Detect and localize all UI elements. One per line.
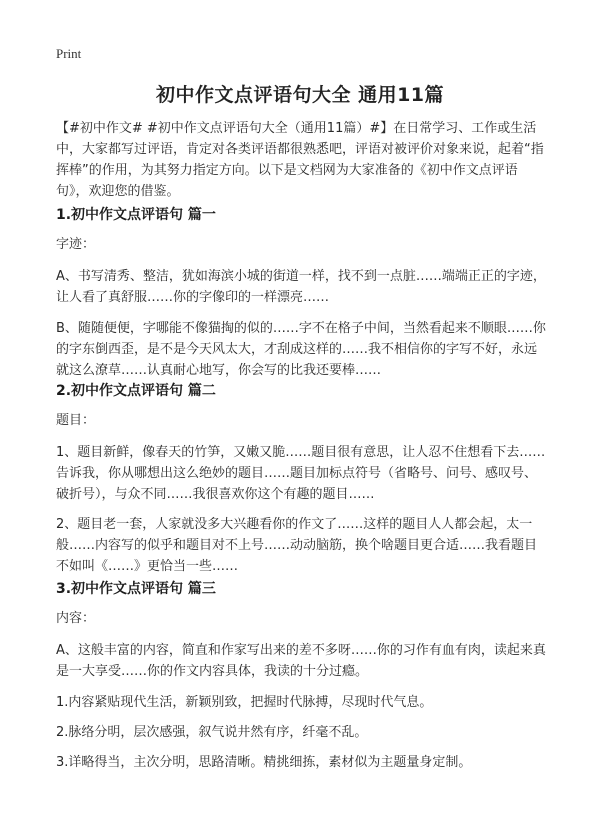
section-2-label: 题目： bbox=[56, 413, 96, 428]
section-heading-1: 1.初中作文点评语句 篇一 bbox=[56, 207, 216, 223]
section-1-label: 字迹： bbox=[56, 237, 96, 252]
section-3-paragraph-2: 1.内容紧贴现代生活，新颖别致，把握时代脉搏，尽现时代气息。 bbox=[56, 695, 433, 710]
section-3-label: 内容： bbox=[56, 611, 96, 626]
section-1-paragraph-1: A、书写清秀、整洁，犹如海滨小城的街道一样，找不到一点脏……端端正正的字迹，让人看了真舒服……你的字像印的一样漂亮…… bbox=[56, 269, 546, 305]
document-title: 初中作文点评语句大全 通用11篇 bbox=[155, 84, 445, 106]
section-heading-3: 3.初中作文点评语句 篇三 bbox=[56, 581, 216, 597]
print-link[interactable]: Print bbox=[56, 46, 82, 61]
section-3-paragraph-4: 3.详略得当，主次分明，思路清晰。精挑细拣，素材似为主题量身定制。 bbox=[56, 755, 472, 770]
section-3-paragraph-3: 2.脉络分明，层次感强，叙气说井然有序，纤毫不乱。 bbox=[56, 725, 368, 740]
section-2-paragraph-1: 1、题目新鲜，像春天的竹笋，又嫩又脆……题目很有意思，让人忍不住想看下去……告诉我，你从哪想出这么绝妙的题目……题目加标点符号（省略号、问号、感叹号、破折号），与众不同……我很喜欢你这个有趣的题目…… bbox=[56, 445, 546, 502]
intro-paragraph: 【#初中作文# #初中作文点评语句大全（通用11篇）#】在日常学习、工作或生活中，大家都写过评语，肯定对各类评语都很熟悉吧，评语对被评价对象来说，起着“指挥棒”的作用，为其努力指定方向。以下是文档网为大家准备的《初中作文点评语句》，欢迎您的借鉴。 bbox=[56, 121, 544, 199]
section-3-paragraph-1: A、这般丰富的内容，简直和作家写出来的差不多呀……你的习作有血有肉，读起来真是一大享受……你的作文内容具体，我读的十分过瘾。 bbox=[56, 643, 546, 679]
section-2-paragraph-2: 2、题目老一套，人家就没多大兴趣看你的作文了……这样的题目人人都会起，太一般……内容写的似乎和题目对不上号……动动脑筋，换个啥题目更合适……我看题目不如叫《……》更恰当一些…… bbox=[56, 517, 538, 574]
section-1-paragraph-2: B、随随便便，字哪能不像猫掏的似的……字不在格子中间，当然看起来不顺眼……你的字东倒西歪，是不是今天风太大，才刮成这样的……我不相信你的字写不好，永远就这么潦草……认真耐心地写，你会写的比我还要棒…… bbox=[56, 321, 546, 378]
section-heading-2: 2.初中作文点评语句 篇二 bbox=[56, 383, 216, 399]
